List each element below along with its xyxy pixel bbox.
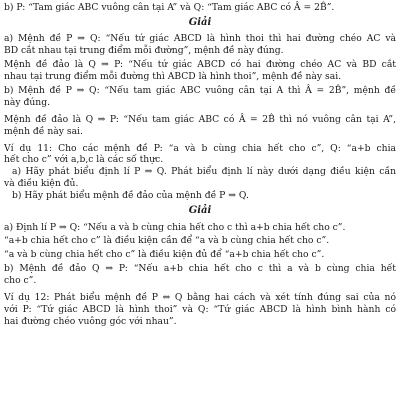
solution-11-b-line-1: b) Mệnh đề đảo Q ⇒ P: “Nếu a+b chia hết cho c thì a và b cùng chia hết <box>4 263 396 275</box>
solution-heading-2: Giải <box>188 205 212 217</box>
problem-b-statement: b) P: “Tam giác ABC vuông cân tại A” và Q: “Tam giác ABC có Â = 2B̂”. <box>4 2 335 13</box>
example-12-line-1: Ví dụ 12: Phát biểu mệnh đề P ⇔ Q bằng hai cách và xét tính đúng sai của nó <box>4 292 396 304</box>
example-11-part-b: b) Hãy phát biểu mệnh đề đảo của mệnh đề P ⇒ Q. <box>12 190 249 202</box>
solution-11-a: a) Định lí P ⇒ Q: “Nếu a và b cùng chia hết cho c thì a+b chia hết cho c”. <box>4 221 346 233</box>
solution-a-line-1: a) Mệnh đề P ⇒ Q: “Nếu tứ giác ABCD là hình thoi thì hai đường chéo AC và <box>4 33 396 45</box>
example-12-line-3: hai đường chéo vuông góc với nhau”. <box>4 315 177 327</box>
solution-b-line-2: này đúng. <box>4 96 51 108</box>
example-11-part-a-line-1: a) Hãy phát biểu định lí P ⇒ Q. Phát biểu định lí này dưới dạng điều kiện cần <box>12 166 396 178</box>
sufficient-condition: “a và b cùng chia hết cho c” là điều kiện đủ để “a+b chia hết cho c”. <box>4 249 325 261</box>
example-11-part-a-line-2: và điều kiện đủ. <box>4 178 79 190</box>
example-12-line-2: với P: “Tứ giác ABCD là hình thoi” và Q: “Tứ giác ABCD là hình bình hành có <box>4 303 396 315</box>
converse-a-line-1: Mệnh đề đảo là Q ⇒ P: “Nếu tứ giác ABCD có hai đường chéo AC và BD cắt <box>4 59 396 71</box>
converse-b-line-2: mệnh đề này sai. <box>4 125 83 137</box>
example-11-line-2: hết cho c” với a,b,c là các số thực. <box>4 154 164 166</box>
converse-b-line-1: Mệnh đề đảo là Q ⇒ P: “Nếu tam giác ABC có Â = 2B̂ thì nó vuông cân tại A”, <box>4 113 396 125</box>
solution-heading: Giải <box>188 16 212 28</box>
solution-11-b-line-2: cho c”. <box>4 275 37 287</box>
solution-a-line-2: BD cắt nhau tại trung điểm mỗi đường”, mệnh đề này đúng. <box>4 45 284 57</box>
converse-a-line-2: nhau tại trung điểm mỗi đường thì ABCD là hình thoi”, mệnh đề này sai. <box>4 71 342 83</box>
solution-b-line-1: b) Mệnh đề P ⇒ Q: “Nếu tam giác ABC vuông cân tại A thì Â = 2B̂”, mệnh đề <box>4 84 396 96</box>
example-11-line-1: Ví dụ 11: Cho các mệnh đề P: “a và b cùng chia hết cho c”, Q: “a+b chia <box>4 142 396 154</box>
necessary-condition: “a+b chia hết cho c” là điều kiện cần để “a và b cùng chia hết cho c”. <box>4 235 330 247</box>
